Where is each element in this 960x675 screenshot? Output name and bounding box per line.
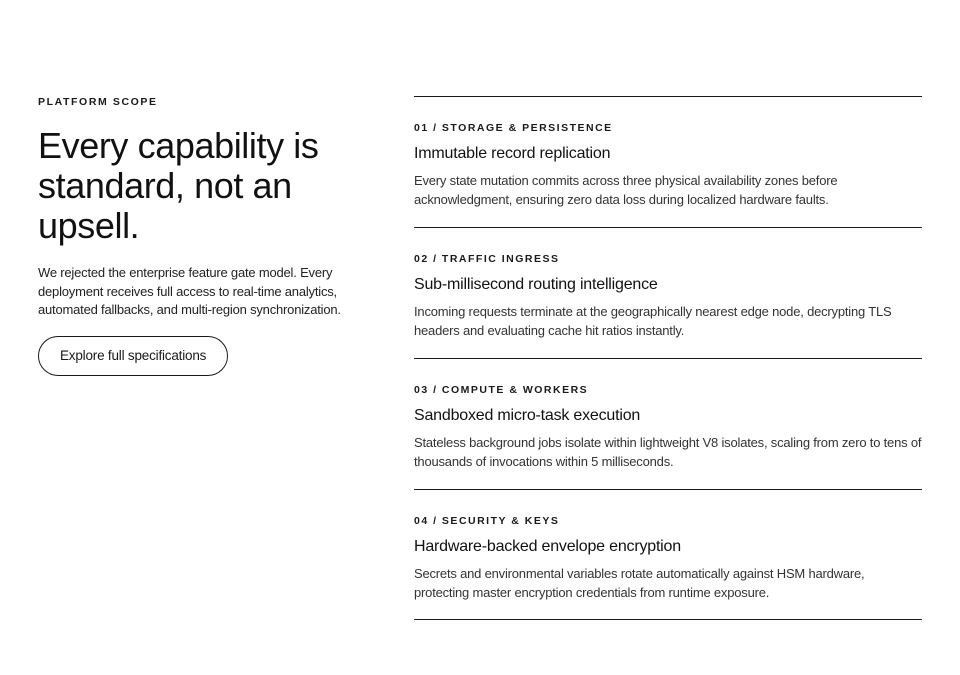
page-headline: Every capability is standard, not an upsell. <box>38 125 319 246</box>
feature-label: 01 / STORAGE & PERSISTENCE <box>414 122 613 134</box>
feature-item-traffic <box>414 227 922 358</box>
feature-title: Hardware-backed envelope encryption <box>414 538 681 555</box>
explore-specifications-button[interactable]: Explore full specifications <box>38 336 228 376</box>
feature-label: 02 / TRAFFIC INGRESS <box>414 253 560 265</box>
intro-section <box>38 96 383 376</box>
feature-title: Immutable record replication <box>414 145 611 162</box>
feature-label: 04 / SECURITY & KEYS <box>414 515 560 527</box>
feature-title: Sandboxed micro-task execution <box>414 407 641 424</box>
feature-title: Sub-millisecond routing intelligence <box>414 276 658 293</box>
feature-label: 03 / COMPUTE & WORKERS <box>414 384 589 396</box>
feature-description: Incoming requests terminate at the geographically nearest edge node, decrypting TLS headers and evaluating cache hit ratios instantly. <box>414 304 892 338</box>
section-eyebrow: PLATFORM SCOPE <box>38 96 158 108</box>
feature-item-storage <box>414 96 922 227</box>
intro-paragraph: We rejected the enterprise feature gate model. Every deployment receives full access to real-time analytics, automated fallbacks, and multi-region synchronization. <box>38 265 341 317</box>
feature-description: Secrets and environmental variables rotate automatically against HSM hardware, protecting master encryption credentials from runtime exposure. <box>414 566 865 600</box>
feature-description: Every state mutation commits across three physical availability zones before acknowledgment, ensuring zero data loss during localized hardware faults. <box>414 173 838 207</box>
feature-item-compute <box>414 358 922 489</box>
feature-item-security <box>414 489 922 620</box>
feature-description: Stateless background jobs isolate within lightweight V8 isolates, scaling from zero to tens of thousands of invocations within 5 milliseconds. <box>414 435 922 469</box>
feature-list <box>414 96 922 620</box>
